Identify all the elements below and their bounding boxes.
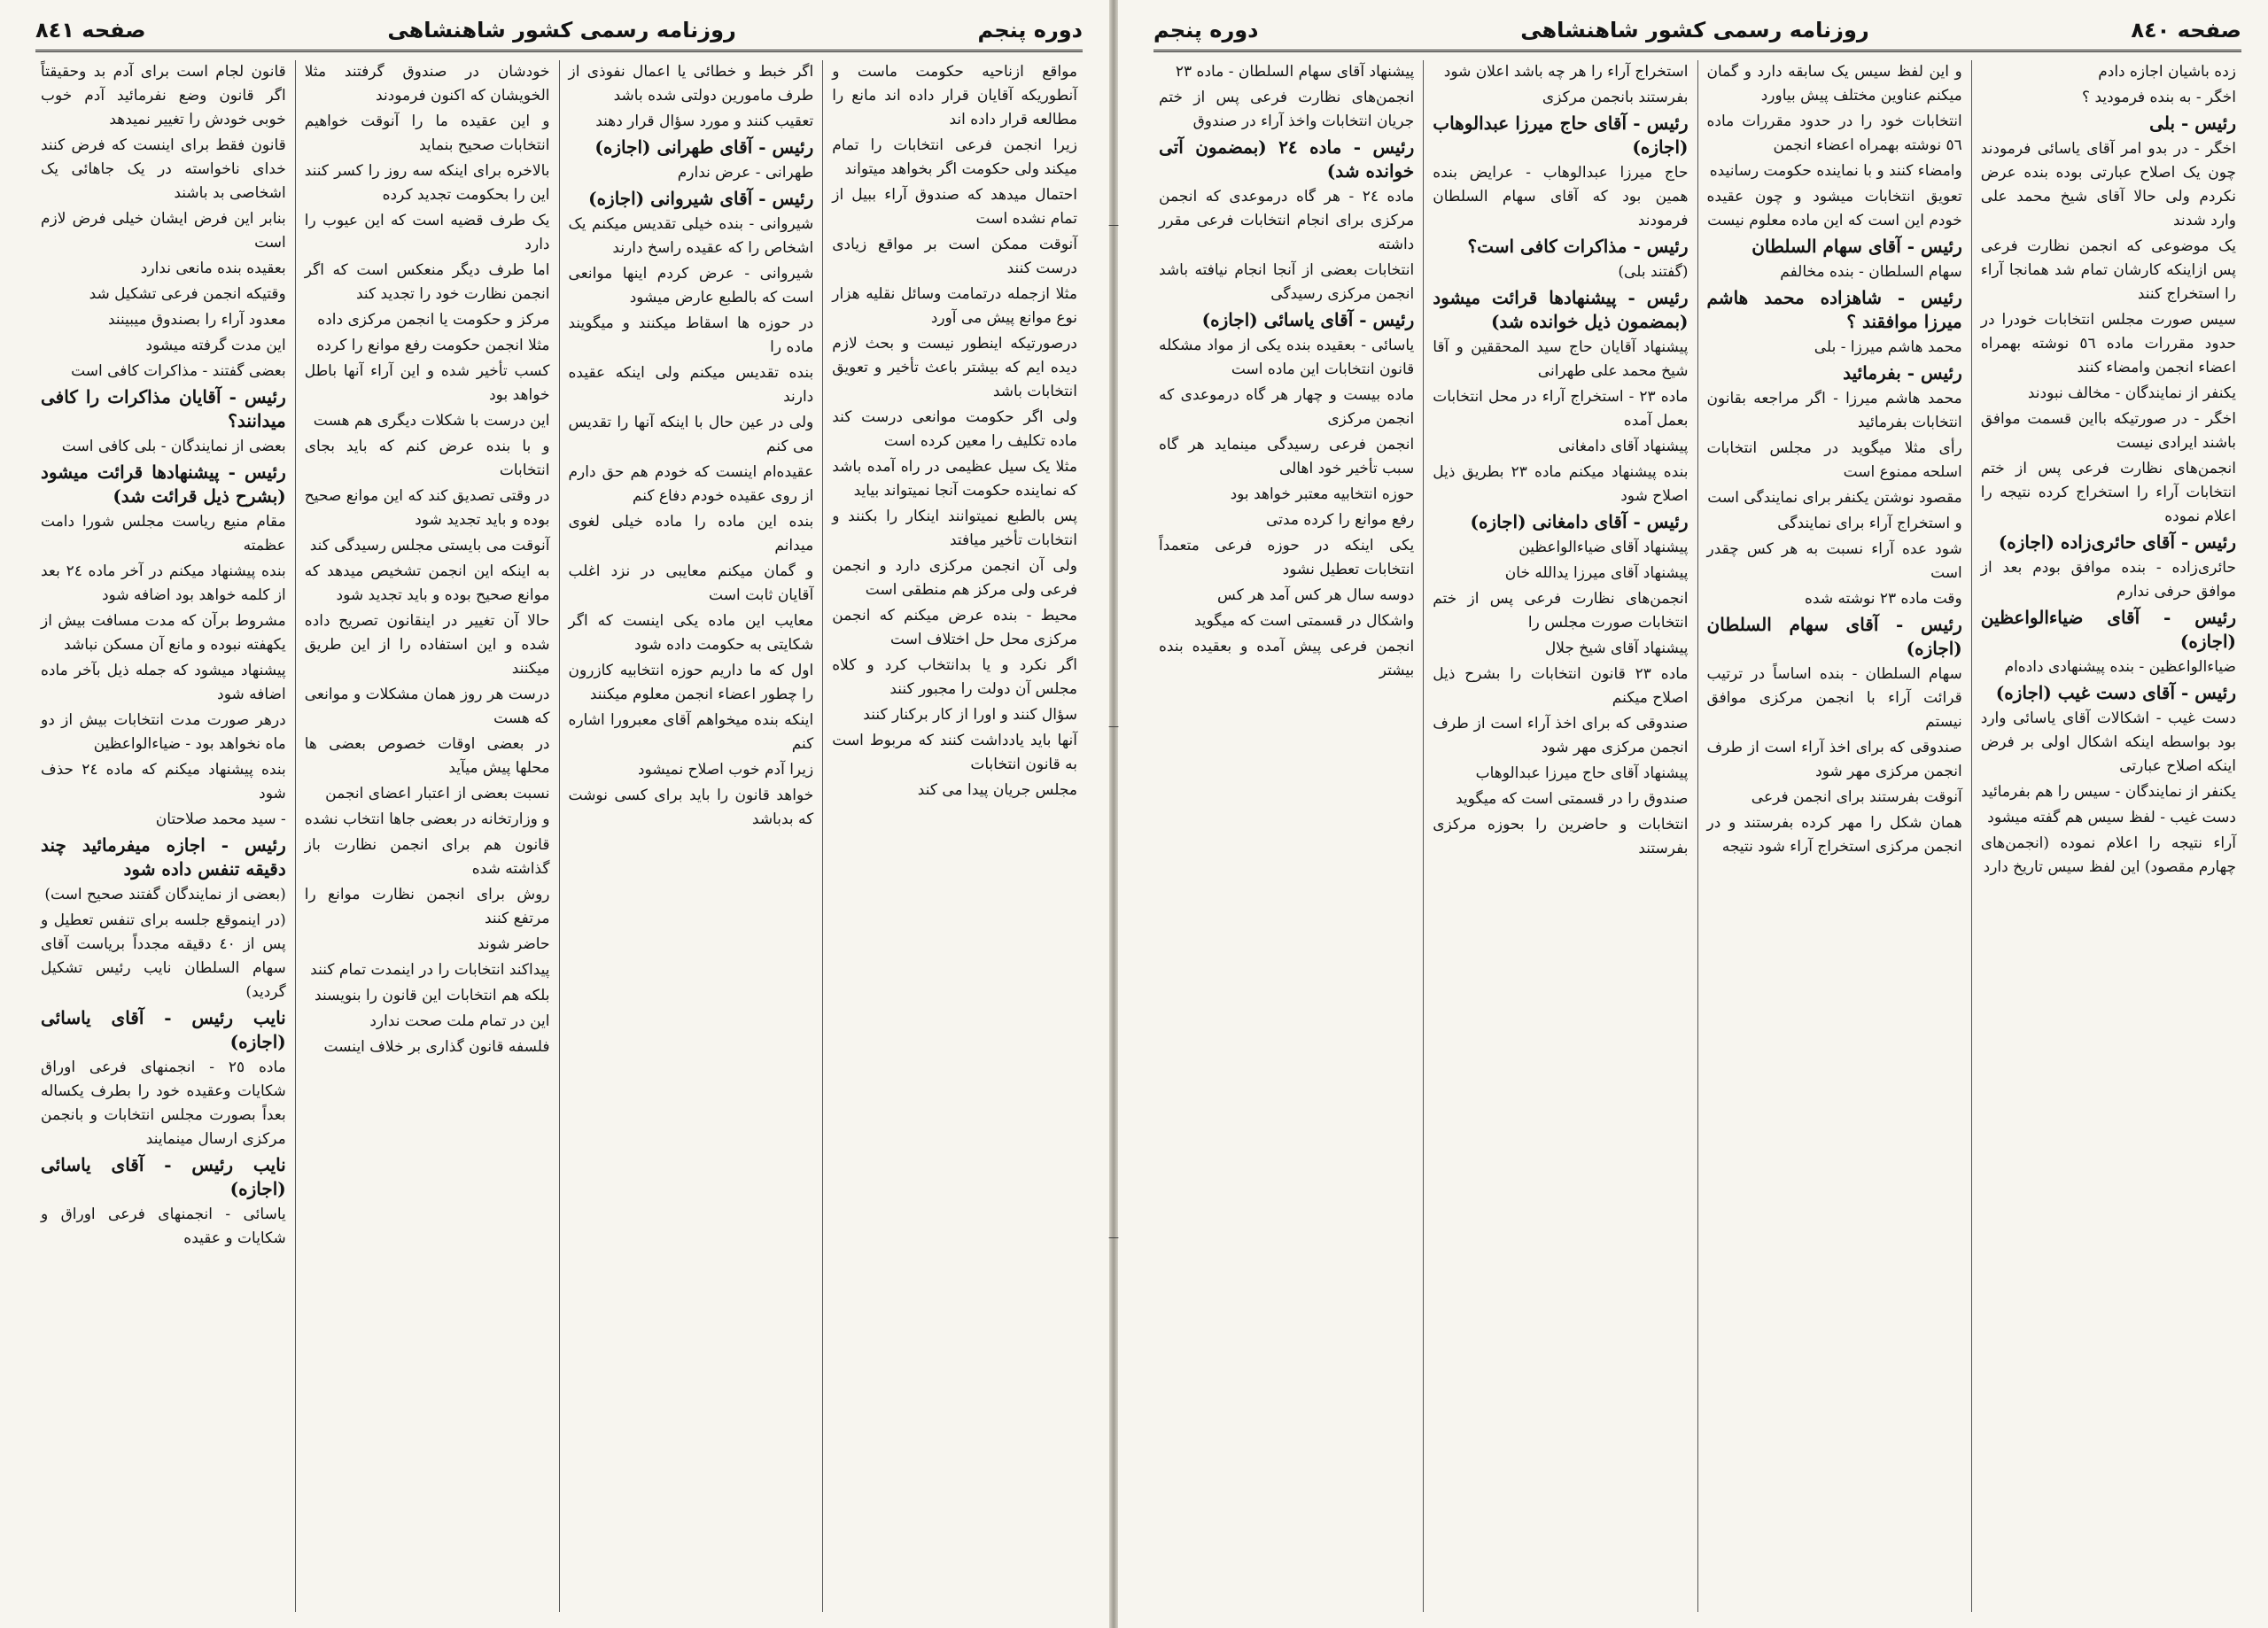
paragraph: یک موضوعی که انجمن نظارت فرعی پس ازاینکه کارشان تمام شد همانجا آراء را استخراج کنند — [1980, 237, 2236, 303]
paragraph: تعویق انتخابات میشود و چون عقیده خودم این است که این ماده معلوم نیست — [1706, 188, 1962, 229]
gutter-tick: — — [1108, 219, 1119, 231]
header-title: روزنامه رسمی کشور شاهنشاهی — [387, 18, 736, 43]
paragraph: درست هر روز همان مشکلات و موانعی که هست — [304, 686, 550, 727]
paragraph: رئیس - آقای سهام السلطان — [1751, 236, 1962, 257]
paragraph: (بعضی از نمایندگان گفتند صحیح است) — [44, 886, 286, 903]
paragraph: انجمن‌های نظارت فرعی پس از ختم انتخابات صورت مجلس را — [1433, 590, 1689, 632]
paragraph: وقت ماده ٢٣ نوشته شده — [1804, 590, 1962, 608]
paragraph: محمد هاشم میرزا - اگر مراجعه بقانون انتخابات بفرمائید — [1706, 390, 1962, 431]
paragraph: یاسائی - بعقیده بنده یکی از مواد مشکله قانون انتخابات این ماده است — [1159, 337, 1415, 378]
paragraph: بنده پیشنهاد میکنم ماده ٢٣ بطریق ذیل اصلاح شود — [1433, 463, 1689, 505]
paragraph: رئیس - بفرمائید — [1843, 362, 1962, 384]
gutter-tick: — — [1108, 1231, 1119, 1244]
paragraph: محیط - بنده عرض میکنم که انجمن مرکزی محل حل اختلاف است — [832, 607, 1077, 648]
paragraph: حالا آن تغییر در اینقانون تصریح داده شده و این استفاده را از این طریق میکنند — [304, 612, 550, 678]
paragraph: همان شکل را مهر کرده بفرستند و در انجمن مرکزی استخراج آراء شود نتیجه — [1706, 814, 1962, 856]
paragraph: درصورتیکه اینطور نیست و بحث لازم دیده ایم که بیشتر باعث تأخیر و تعویق انتخابات باشد — [832, 335, 1077, 400]
paragraph: معدود آراء را بصندوق میبینند — [107, 311, 286, 329]
paragraph: بنده تقدیس میکنم ولی اینکه عقیده دارند — [568, 364, 814, 406]
paragraph: حاج میرزا عبدالوهاب - عرایض بنده همین بود که آقای سهام السلطان فرمودند — [1433, 164, 1689, 229]
paragraph: اما طرف دیگر منعکس است که اگر انجمن نظارت خود را تجدید کند — [304, 261, 550, 303]
paragraph: یکنفر از نمایندگان - سیس را هم بفرمائید — [1980, 783, 2236, 801]
paragraph: زیرا انجمن فرعی انتخابات را تمام میکند ولی حکومت اگر بخواهد میتواند — [832, 136, 1077, 178]
paragraph: مثلا انجمن حکومت رفع موانع را کرده — [316, 337, 550, 354]
paragraph: پیشنهاد آقای شیخ جلال — [1544, 640, 1689, 657]
paragraph: رئیس - آقای دست غیب (اجازه) — [1995, 682, 2236, 703]
paragraph: حاضر شوند — [477, 935, 550, 953]
paragraph: بعقیده بنده مانعی ندارد — [140, 260, 286, 277]
paragraph: آراء نتیجه را اعلام نموده (انجمن‌های چهارم مقصود) این لفظ سیس تاریخ دارد — [1980, 834, 2236, 876]
paragraph: و گمان میکنم معایبی در نزد اغلب آقایان ثابت است — [568, 562, 814, 604]
paragraph: یکی اینکه در حوزه فرعی متعمداً انتخابات تعطیل نشود — [1159, 537, 1415, 578]
paragraph: رئیس - شاهزاده محمد هاشم میرزا موافقند ؟ — [1706, 287, 1962, 332]
paragraph: پیداکند انتخابات را در اینمدت تمام کنند — [310, 961, 550, 979]
paragraph: رئیس - آقای شیروانی (اجازه) — [588, 188, 814, 209]
paragraph: نسبت بعضی از اعتبار اعضای انجمن — [325, 785, 550, 802]
paragraph: دست غیب - لفظ سیس هم گفته میشود — [1987, 809, 2236, 826]
paragraph: پیشنهاد آقای حاج میرزا عبدالوهاب — [1475, 764, 1689, 782]
paragraph: احتمال میدهد که صندوق آراء ببیل از تمام نشده است — [832, 186, 1077, 228]
paragraph: زده باشیان اجازه دادم — [2098, 63, 2236, 81]
paragraph: شیروانی - عرض کردم اینها موانعی است که بالطبع عارض میشود — [568, 265, 814, 306]
paragraph: بعضی از نمایندگان - بلی کافی است — [61, 438, 286, 455]
paragraph: رئیس - آقای حائری‌زاده (اجازه) — [1998, 531, 2236, 553]
paragraph: سهام السلطان - بنده مخالفم — [1780, 263, 1962, 281]
paragraph: اخگر - در بدو امر آقای یاسائی فرمودند چون یک اصلاح عبارتی بوده بنده عرض نکردم ولی حالا آقای شیخ محمد علی وارد شدند — [1980, 140, 2236, 229]
paragraph: در حوزه ها اسقاط میکنند و میگویند ماده را — [568, 314, 814, 356]
paragraph: این در تمام ملت صحت ندارد — [369, 1012, 550, 1030]
paragraph: مواقع ازناحیه حکومت ماست و آنطوریکه آقایان قرار داده اند مانع را مطالعه قرار داده اند — [832, 63, 1077, 128]
paragraph: رئیس - پیشنهادها قرائت میشود (بمضمون ذیل خوانده شد) — [1433, 287, 1689, 332]
text-column — [1971, 60, 2245, 1612]
paragraph: بنابر این فرض ایشان خیلی فرض لازم است — [41, 210, 286, 252]
paragraph: ولی اگر حکومت موانعی درست کند ماده تکلیف را معین کرده است — [832, 408, 1077, 450]
paragraph: صندوق را در قسمتی است که میگوید — [1456, 790, 1689, 808]
paragraph: ماده بیست و چهار هر گاه درموعدی که انجمن مرکزی — [1159, 386, 1415, 428]
paragraph: پیشنهاد آقای دامغانی — [1557, 438, 1689, 455]
paragraph: رئیس - آقای طهرانی (اجازه) — [594, 136, 814, 158]
paragraph: سیس صورت مجلس انتخابات خودرا در حدود مقررات ماده ٥٦ نوشته بهمراه اعضاء انجمن وامضاء کنند — [1980, 311, 2236, 376]
paragraph: پس بالطبع نمیتوانند اینکار را بکنند و انتخابات تأخیر میافتد — [832, 508, 1077, 549]
paragraph: بفرستند بانجمن مرکزی — [1542, 89, 1689, 106]
page-840 — [1118, 0, 2268, 1628]
paragraph: استخراج آراء را هر چه باشد اعلان شود — [1443, 63, 1689, 81]
text-columns — [1150, 60, 2245, 1612]
paragraph: قانون هم برای انجمن نظارت باز گذاشته شده — [304, 836, 550, 878]
paragraph: پیشنهاد آقایان حاج سید المحققین و آقا شیخ محمد علی طهرانی — [1433, 338, 1689, 380]
paragraph: بالاخره برای اینکه سه روز را کسر کنند این را بحکومت تجدید کرده — [304, 162, 550, 204]
paragraph: معایب این ماده یکی اینست که اگر شکایتی به حکومت داده شود — [568, 612, 814, 654]
paragraph: در بعضی اوقات خصوص بعضی ها محلها پیش میآید — [304, 735, 550, 777]
paragraph: رئیس - ماده ٢٤ (بمضمون آتی خوانده شد) — [1159, 136, 1415, 182]
paragraph: سهام السلطان - بنده اساساً در ترتیب قرائت آراء با انجمن مرکزی موافق نیستم — [1706, 665, 1962, 731]
paragraph: حائری‌زاده - بنده موافق بودم بعد از موافق حرفی ندارم — [1980, 559, 2236, 601]
paragraph: نایب رئیس - آقای یاسائی (اجازه) — [41, 1007, 286, 1052]
paragraph: رئیس - آقای دامغانی (اجازه) — [1470, 511, 1689, 532]
paragraph: صندوقی که برای اخذ آراء است از طرف انجمن مرکزی مهر شود — [1433, 715, 1689, 756]
paragraph: یکنفر از نمایندگان - مخالف نبودند — [2027, 384, 2236, 402]
text-column — [1423, 60, 1697, 1612]
paragraph: ولی آن انجمن مرکزی دارد و انجمن فرعی ولی مرکز هم منطقی است — [832, 557, 1077, 599]
paragraph: شود عده آراء نسبت به هر کس چقدر است — [1706, 540, 1962, 582]
paragraph: رئیس - اجازه میفرمائید چند دقیقه تنفس داده شود — [41, 834, 286, 880]
paragraph: پیشنهاد آقای ضیاءالواعظین — [1518, 539, 1689, 556]
paragraph: انجمن‌های نظارت فرعی پس از ختم جریان انتخابات واخذ آراء در صندوق — [1159, 89, 1415, 130]
paragraph: یاسائی - انجمنهای فرعی اوراق و شکایات و عقیده — [41, 1205, 286, 1247]
header-page-number: صفحه ٨٤٠ — [2131, 18, 2241, 43]
paragraph: تعقیب کنند و مورد سؤال قرار دهند — [595, 112, 814, 130]
paragraph: انتخابات بعضی از آنجا انجام نیافته باشد انجمن مرکزی رسیدگی — [1159, 261, 1415, 303]
paragraph: مقام منیع ریاست مجلس شورا دامت عظمته — [41, 513, 286, 554]
paragraph: رئیس - پیشنهادها قرائت میشود (بشرح ذیل قرائت شد) — [41, 461, 286, 507]
paragraph: اگر خبط و خطائی یا اعمال نفوذی از طرف مامورین دولتی شده باشد — [568, 63, 814, 105]
paragraph: قانون لجام است برای آدم بد وحقیقتاً اگر قانون وضع نفرمائید آدم خوب خوبی خودش را تغییر نمیدهد — [41, 63, 286, 128]
paragraph: سؤال کنند و اورا از کار برکنار کنند — [863, 706, 1077, 724]
paragraph: انتخابات و حاضرین را بحوزه مرکزی بفرستند — [1433, 816, 1689, 857]
paragraph: اینکه بنده میخواهم آقای معبرورا اشاره کنم — [568, 711, 814, 753]
paragraph: بنده پیشنهاد میکنم که ماده ٢٤ حذف شود — [41, 761, 286, 802]
paragraph: ولی در عین حال با اینکه آنها را تقدیس می کنم — [568, 414, 814, 455]
page-header — [35, 11, 1083, 52]
header-title: روزنامه رسمی کشور شاهنشاهی — [1520, 18, 1869, 43]
paragraph: ماده ٢٣ - استخراج آراء در محل انتخابات بعمل آمده — [1433, 388, 1689, 430]
paragraph: وقتیکه انجمن فرعی تشکیل شد — [89, 285, 286, 303]
paragraph: رئیس - آقای حاج میرزا عبدالوهاب (اجازه) — [1433, 112, 1689, 158]
paragraph: مثلا ازجمله درتمامت وسائل نقلیه هزار نوع موانع پیش می آورد — [832, 285, 1077, 327]
paragraph: مرکز و حکومت یا انجمن مرکزی داده — [317, 311, 550, 329]
header-period: دوره پنجم — [1153, 18, 1259, 43]
text-column — [1697, 60, 1971, 1612]
page-gutter — [1109, 0, 1118, 1628]
paragraph: مثلا یک سیل عظیمی در راه آمده باشد که نماینده حکومت آنجا نمیتواند بیاید — [832, 458, 1077, 500]
paragraph: و با بنده عرض کنم که باید بجای انتخابات — [304, 438, 550, 479]
paragraph: بنده این ماده را ماده خیلی لغوی میدانم — [568, 513, 814, 554]
paragraph: دست غیب - اشکالات آقای یاسائی وارد بود بواسطه اینکه اشکال اولی بر فرض اینکه اصلاح عبارتی — [1980, 709, 2236, 775]
paragraph: این مدت گرفته میشود — [145, 337, 286, 354]
paragraph: رئیس - بلی — [2149, 112, 2236, 134]
paragraph: ماده ٢٤ - هر گاه درموعدی که انجمن مرکزی برای انجام انتخابات فرعی مقرر داشته — [1159, 188, 1415, 253]
paragraph: اخگر - در صورتیکه بااین قسمت موافق باشند ایرادی نیست — [1980, 410, 2236, 452]
paragraph: حوزه انتخابیه معتبر خواهد بود — [1230, 485, 1415, 503]
paragraph: این درست با شکلات دیگری هم هست — [313, 412, 550, 430]
paragraph: رئیس - آقایان مذاکرات را کافی میدانند؟ — [41, 386, 286, 431]
paragraph: آنوقت ممکن است بر مواقع زیادی درست کنند — [832, 236, 1077, 277]
paragraph: و وزارتخانه در بعضی جاها انتخاب نشده — [304, 810, 550, 828]
paragraph: رئیس - آقای سهام السلطان (اجازه) — [1706, 614, 1962, 659]
paragraph: مشروط برآن که مدت مسافت بیش از یکهفته نبوده و مانع آن مسکن نباشد — [41, 612, 286, 654]
paragraph: ماده ٢٣ قانون انتخابات را بشرح ذیل اصلاح میکنم — [1433, 665, 1689, 707]
paragraph: وامضاء کنند و با نماینده حکومت رسانیده — [1709, 162, 1962, 180]
paragraph: پیشنهاد میشود که جمله ذیل بآخر ماده اضافه شود — [41, 662, 286, 703]
paragraph: رئیس - مذاکرات کافی است؟ — [1467, 236, 1689, 257]
paragraph: پیشنهاد آقای سهام السلطان - ماده ٢٣ — [1175, 63, 1415, 81]
paragraph: رأی مثلا میگوید در مجلس انتخابات اسلحه ممنوع است — [1706, 439, 1962, 481]
paragraph: نایب رئیس - آقای یاسائی (اجازه) — [41, 1154, 286, 1199]
paragraph: (در اینموقع جلسه برای تنفس تعطیل و پس از ٤٠ دقیقه مجدداً بریاست آقای سهام السلطان نایب رئیس تشکیل گردید) — [41, 911, 286, 1001]
paragraph: (گفتند بلی) — [1618, 263, 1689, 281]
paragraph: ماده ٢٥ - انجمنهای فرعی اوراق شکایات وعقیده خود را بطرف یکساله بعداً بصورت مجلس انتخابات و بانجمن مرکزی ارسال مینمایند — [41, 1058, 286, 1148]
paragraph: آنوقت می بایستی مجلس رسیدگی کند — [309, 537, 550, 554]
paragraph: رئیس - آقای یاسائی (اجازه) — [1201, 309, 1415, 330]
paragraph: رئیس - آقای ضیاءالواعظین (اجازه) — [1980, 607, 2236, 652]
paragraph: انجمن فرعی پیش آمده و بعقیده بنده بیشتر — [1159, 638, 1415, 679]
paragraph: فلسفه قانون گذاری بر خلاف اینست — [323, 1038, 550, 1056]
paragraph: عقیده‌ام اینست که خودم هم حق دارم از روی عقیده خودم دفاع کنم — [568, 463, 814, 505]
paragraph: طهرانی - عرض ندارم — [677, 164, 814, 182]
page-841 — [0, 0, 1109, 1628]
paragraph: آنوقت بفرستند برای انجمن فرعی — [1751, 788, 1962, 806]
paragraph: ضیاءالواعظین - بنده پیشنهادی داده‌ام — [2004, 658, 2236, 676]
gutter-tick: — — [1108, 720, 1119, 733]
paragraph: بعضی گفتند - مذاکرات کافی است — [71, 362, 286, 380]
text-column — [822, 60, 1086, 1612]
paragraph: پیشنهاد آقای میرزا یدالله خان — [1504, 564, 1689, 582]
paragraph: صندوقی که برای اخذ آراء است از طرف انجمن مرکزی مهر شود — [1706, 739, 1962, 780]
page-header — [1153, 11, 2241, 52]
paragraph: دوسه سال هر کس آمد هر کس — [1216, 586, 1415, 604]
paragraph: در وقتی تصدیق کند که این موانع صحیح بوده و باید تجدید شود — [304, 487, 550, 529]
paragraph: انجمن فرعی رسیدگی مینماید هر گاه سبب تأخیر خود اهالی — [1159, 436, 1415, 477]
paragraph: بلکه هم انتخابات این قانون را بنویسند — [315, 987, 550, 1004]
paragraph: انجمن‌های نظارت فرعی پس از ختم انتخابات آراء را استخراج کرده نتیجه را اعلام نموده — [1980, 460, 2236, 525]
paragraph: یک طرف قضیه است که این عیوب را دارد — [304, 212, 550, 253]
text-column — [559, 60, 823, 1612]
paragraph: آنها باید یادداشت کنند که مربوط است به قانون انتخابات — [832, 732, 1077, 773]
paragraph: اگر نکرد و یا بدانتخاب کرد و کلاه مجلس آن دولت را مجبور کنند — [832, 656, 1077, 698]
paragraph: رفع موانع را کرده مدتی — [1266, 511, 1415, 529]
paragraph: مقصود نوشتن یکنفر برای نمایندگی است — [1707, 489, 1962, 507]
paragraph: اول که ما داریم حوزه انتخابیه کازرون را چطور اعضاء انجمن معلوم میکنند — [568, 662, 814, 703]
paragraph: روش برای انجمن نظارت موانع را مرتفع کنند — [304, 886, 550, 927]
paragraph: مجلس جریان پیدا می کند — [917, 781, 1077, 799]
paragraph: به اینکه این انجمن تشخیص میدهد که موانع صحیح بوده و باید تجدید شود — [304, 562, 550, 604]
paragraph: درهر صورت مدت انتخابات بیش از دو ماه نخواهد بود - ضیاءالواعظین — [41, 711, 286, 753]
paragraph: خودشان در صندوق گرفتند مثلا الخویشان که اکنون فرمودند — [304, 63, 550, 105]
text-column — [295, 60, 559, 1612]
paragraph: کسب تأخیر شده و این آراء آنها باطل خواهد بود — [304, 362, 550, 404]
header-period: دوره پنجم — [977, 18, 1083, 43]
paragraph: و استخراج آراء برای نمایندگی — [1777, 515, 1962, 532]
paragraph: شیروانی - بنده خیلی تقدیس میکنم یک اشخاص را که عقیده راسخ دارند — [568, 215, 814, 257]
paragraph: بنده پیشنهاد میکنم در آخر ماده ٢٤ بعد از کلمه خواهد بود اضافه شود — [41, 562, 286, 604]
paragraph: - سید محمد صلاحتان — [155, 810, 286, 828]
paragraph: انتخابات خود را در حدود مقررات ماده ٥٦ نوشته بهمراه اعضاء انجمن — [1706, 112, 1962, 154]
paragraph: زیرا آدم خوب اصلاح نمیشود — [637, 761, 814, 779]
paragraph: اخگر - به بنده فرمودید ؟ — [2082, 89, 2236, 106]
paragraph: و این لفظ سیس یک سابقه دارد و گمان میکنم عناوین مختلف پیش بیاورد — [1706, 63, 1962, 105]
text-column — [32, 60, 295, 1612]
text-column — [1150, 60, 1423, 1612]
paragraph: قانون فقط برای اینست که فرض کنند خدای ناخواسته در یک جاهائی یک اشخاصی بد باشند — [41, 136, 286, 202]
text-columns — [32, 60, 1086, 1612]
paragraph: محمد هاشم میرزا - بلی — [1814, 338, 1962, 356]
paragraph: واشکال در قسمتی است که میگوید — [1194, 612, 1415, 630]
paragraph: خواهد قانون را باید برای کسی نوشت که بدباشد — [568, 787, 814, 828]
header-page-number: صفحه ٨٤١ — [35, 18, 146, 43]
paragraph: و این عقیده ما را آنوقت خواهیم انتخابات صحیح بنماید — [304, 112, 550, 154]
